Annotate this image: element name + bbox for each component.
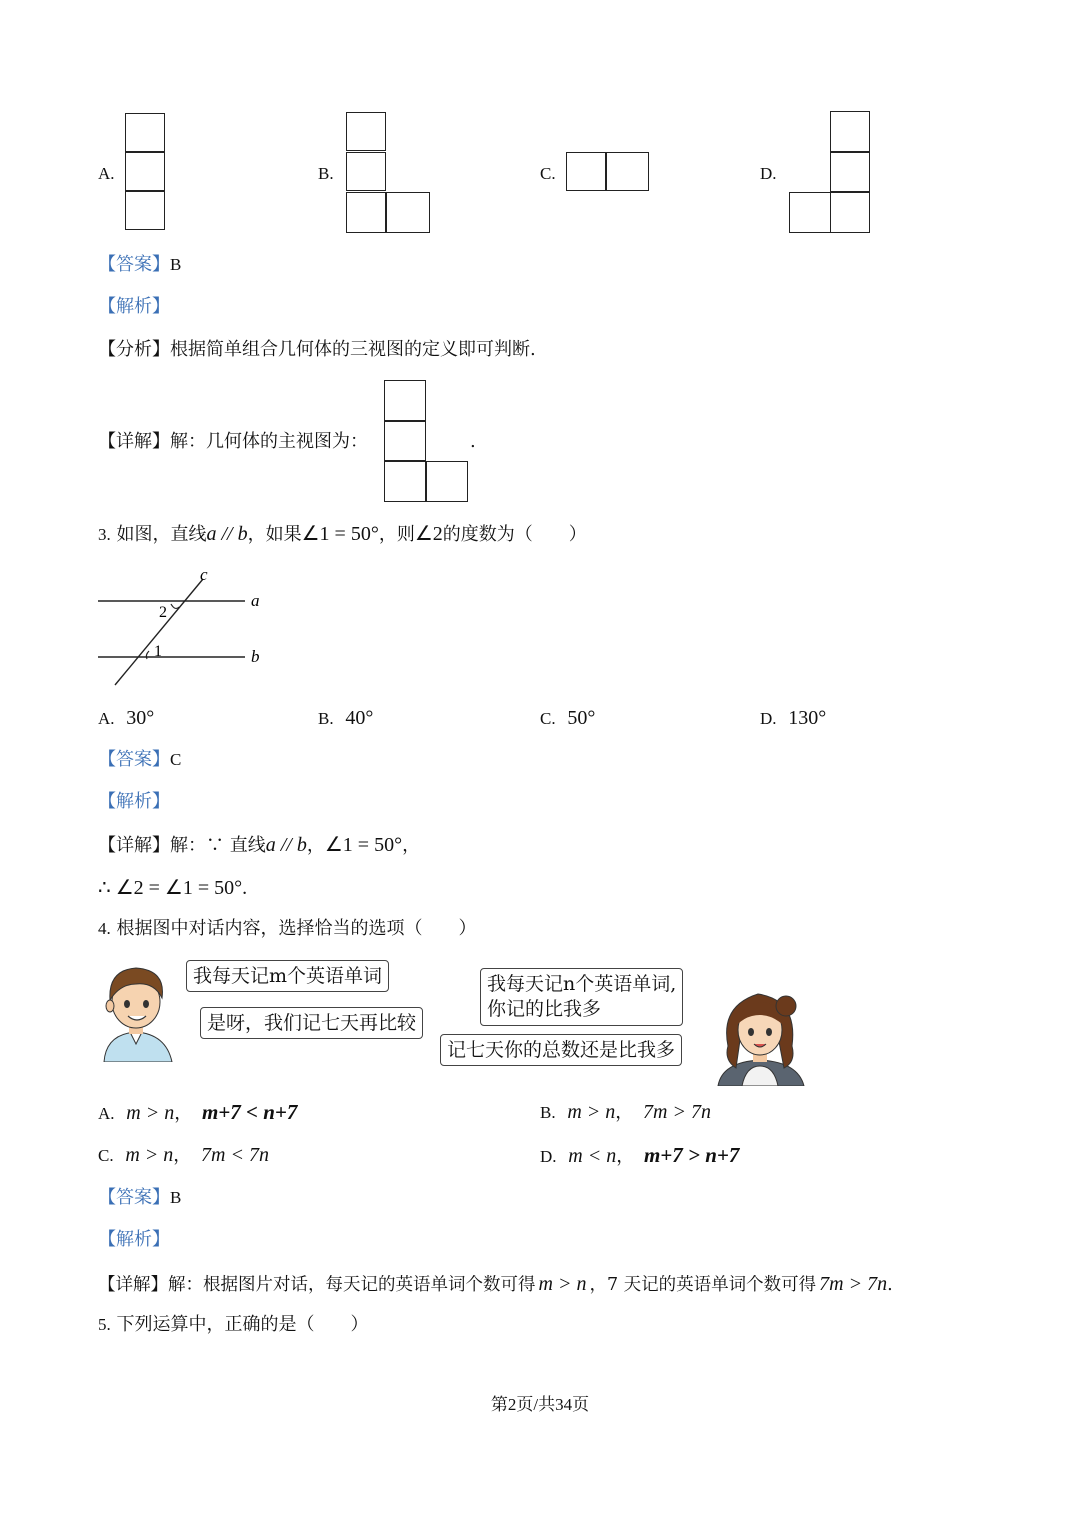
boy-bubble-2: 是呀，我们记七天再比较 — [200, 1007, 423, 1039]
q4-answer: 【答案】B — [98, 1187, 182, 1208]
q2-option-d-label: D. — [760, 164, 777, 183]
q2-option-b-label: B. — [318, 164, 334, 183]
girl-bubble-2: 记七天你的总数还是比我多 — [440, 1034, 682, 1066]
label-2: 2 — [159, 604, 167, 621]
page-footer: 第2页/共34页 — [490, 1395, 590, 1414]
label-c: c — [200, 565, 208, 584]
q3-stem-c: ，则 — [378, 524, 415, 545]
angle-1-arc — [146, 651, 149, 659]
q3-stem-angle1: ∠1 = 50° — [301, 523, 379, 545]
q3-option-a: A. 30° — [98, 707, 155, 729]
label-1: 1 — [154, 643, 162, 660]
q3-stem — [98, 524, 587, 544]
q5-stem: 5. 下列运算中，正确的是（ ） — [98, 1314, 369, 1335]
q3-option-d: D. 130° — [760, 707, 827, 729]
q3-stem-a: 如图，直线 — [116, 524, 207, 545]
q4-analysis-tag: 【解析】 — [98, 1229, 170, 1250]
girl-bubble-1: 我每天记n个英语单词, 你记的比我多 — [480, 968, 683, 1026]
q2-option-a-label: A. — [98, 164, 115, 183]
q4-option-c: C. m > n， 7m < 7n — [98, 1144, 269, 1166]
boy-illustration — [96, 962, 178, 1062]
fenxi-text: 根据简单组合几何体的三视图的定义即可判断. — [170, 339, 536, 360]
q4-option-d: D. m < n， m+7 > n+7 — [540, 1143, 740, 1167]
q2-detail-end: . — [470, 431, 476, 452]
q3-stem-angle2: ∠2 — [414, 523, 443, 545]
line-c — [115, 579, 203, 685]
label-a: a — [251, 591, 260, 610]
q3-detail: 【详解】解：∵ 直线a // b，∠1 = 50°， — [98, 834, 421, 856]
detail-tag: 【详解】 — [98, 431, 170, 452]
q3-number: 3. — [98, 525, 111, 544]
q3-analysis-tag: 【解析】 — [98, 791, 170, 812]
girl-illustration — [712, 986, 808, 1086]
q4-detail: 【详解】解：根据图片对话，每天记的英语单词个数可得 m > n ，7 天记的英语单词个数可得 7m > 7n. — [98, 1273, 893, 1295]
q3-option-b: B. 40° — [318, 707, 374, 729]
q4-stem: 4. 根据图中对话内容，选择恰当的选项（ ） — [98, 918, 477, 939]
q3-answer: 【答案】C — [98, 749, 182, 770]
q2-answer — [98, 256, 181, 274]
q3-parallel-lines-figure — [95, 565, 275, 690]
detail-text: 解：几何体的主视图为： — [170, 431, 368, 452]
q4-option-a: A. m > n， m+7 < n+7 — [98, 1100, 298, 1124]
answer-value: B — [170, 255, 182, 274]
answer-tag: 【答案】 — [98, 254, 170, 275]
q3-conclusion: ∴ ∠2 = ∠1 = 50°. — [98, 877, 248, 899]
fenxi-tag: 【分析】 — [98, 339, 170, 360]
q3-stem-b: ，如果 — [247, 524, 302, 545]
q2-detail — [98, 433, 368, 451]
q2-fenxi — [98, 341, 536, 359]
q3-option-c: C. 50° — [540, 707, 596, 729]
q2-analysis-tag: 【解析】 — [98, 296, 170, 317]
boy-bubble-1: 我每天记m个英语单词 — [186, 960, 389, 992]
q3-stem-d: 的度数为（ ） — [442, 524, 587, 545]
q3-stem-parallel: a // b — [206, 523, 248, 545]
angle-2-arc — [171, 604, 179, 608]
q4-option-b: B. m > n， 7m > 7n — [540, 1101, 711, 1123]
label-b: b — [251, 647, 260, 666]
q2-option-c-label: C. — [540, 164, 556, 183]
